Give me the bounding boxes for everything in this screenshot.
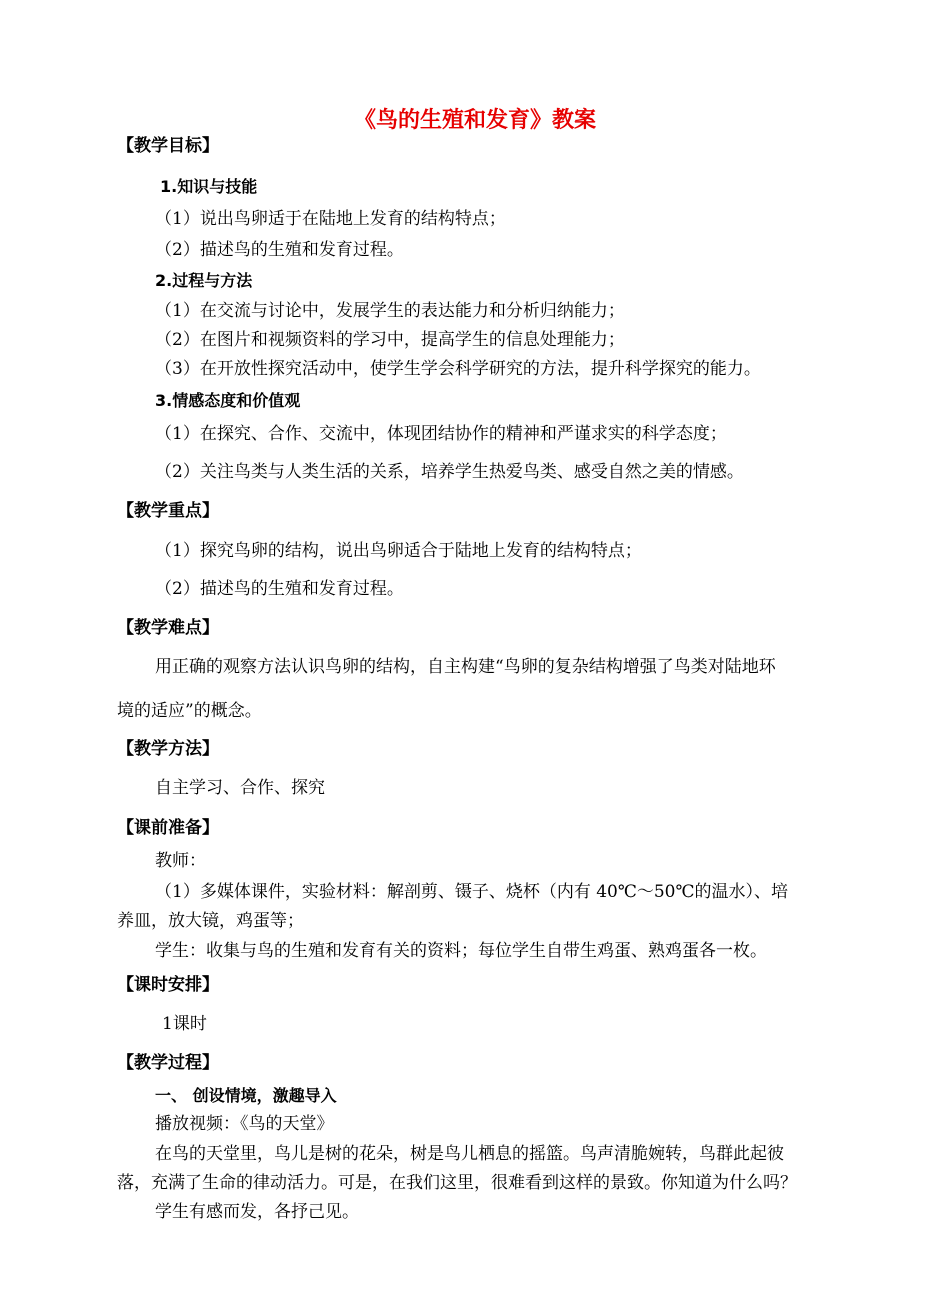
objective-item: （1）说出鸟卵适于在陆地上发育的结构特点；: [155, 209, 506, 229]
document-title: 《鸟的生殖和发育》教案: [353, 108, 596, 133]
objective-item: （2）在图片和视频资料的学习中，提高学生的信息处理能力；: [155, 330, 625, 350]
process-paragraph-line: 落，充满了生命的律动活力。可是，在我们这里，很难看到这样的景致。你知道为什么吗？: [117, 1173, 797, 1193]
preparation-teacher-label: 教师：: [155, 851, 206, 871]
heading-difficulties: 【教学难点】: [117, 618, 219, 638]
objective-item: （1）在探究、合作、交流中，体现团结协作的精神和严谨求实的科学态度；: [155, 424, 727, 444]
subheading-attitude: 3.情感态度和价值观: [155, 391, 301, 410]
heading-schedule: 【课时安排】: [117, 975, 219, 995]
preparation-text-line: 养皿，放大镜，鸡蛋等；: [117, 911, 304, 931]
process-video-line: 播放视频：《鸟的天堂》: [155, 1114, 334, 1134]
objective-item: （3）在开放性探究活动中，使学生学会科学研究的方法，提升科学探究的能力。: [155, 359, 761, 379]
heading-objectives: 【教学目标】: [117, 136, 219, 156]
preparation-student-text: 学生：收集与鸟的生殖和发育有关的资料；每位学生自带生鸡蛋、熟鸡蛋各一枚。: [155, 941, 767, 961]
preparation-text-line: （1）多媒体课件，实验材料：解剖剪、镊子、烧杯（内有 40℃～50℃的温水）、培: [155, 882, 789, 902]
process-paragraph-line: 在鸟的天堂里，鸟儿是树的花朵，树是鸟儿栖息的摇篮。鸟声清脆婉转，鸟群此起彼: [155, 1144, 784, 1164]
heading-process: 【教学过程】: [117, 1053, 219, 1073]
heading-key-points: 【教学重点】: [117, 501, 219, 521]
key-point-item: （2）描述鸟的生殖和发育过程。: [155, 579, 404, 599]
key-point-item: （1）探究鸟卵的结构，说出鸟卵适合于陆地上发育的结构特点；: [155, 541, 642, 561]
subheading-process: 2.过程与方法: [155, 271, 253, 290]
schedule-text: 1课时: [162, 1014, 207, 1034]
process-step-title: 一、 创设情境，激趣导入: [155, 1086, 337, 1105]
objective-item: （2）描述鸟的生殖和发育过程。: [155, 240, 404, 260]
methods-text: 自主学习、合作、探究: [155, 778, 325, 798]
objective-item: （1）在交流与讨论中，发展学生的表达能力和分析归纳能力；: [155, 301, 625, 321]
difficulty-text-line: 境的适应”的概念。: [117, 701, 262, 721]
process-response-line: 学生有感而发，各抒己见。: [155, 1202, 359, 1222]
subheading-knowledge: 1.知识与技能: [160, 177, 258, 196]
heading-preparation: 【课前准备】: [117, 818, 219, 838]
objective-item: （2）关注鸟类与人类生活的关系，培养学生热爱鸟类、感受自然之美的情感。: [155, 462, 744, 482]
heading-methods: 【教学方法】: [117, 739, 219, 759]
difficulty-text-line: 用正确的观察方法认识鸟卵的结构，自主构建“鸟卵的复杂结构增强了鸟类对陆地环: [155, 657, 776, 677]
